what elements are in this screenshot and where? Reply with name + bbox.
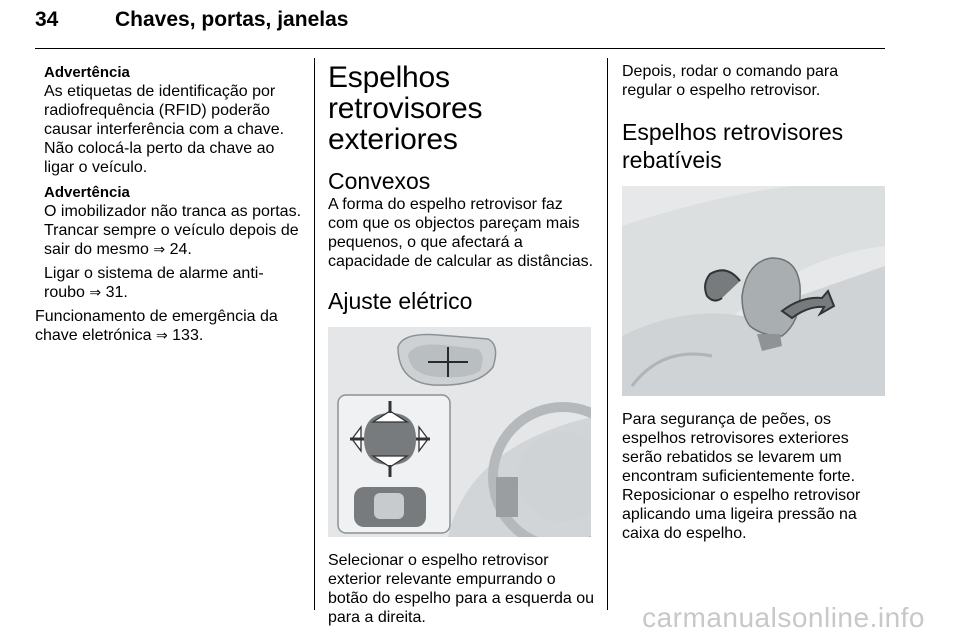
section-heading: Espelhos retrovisores exteriores [328, 61, 483, 156]
folding-mirror-illustration [622, 186, 885, 396]
body-text: Depois, rodar o comando para regular o espelho retrovisor. [622, 63, 839, 99]
subsection-heading: Convexos [328, 168, 431, 194]
warning-text: Ligar o sistema de alarme anti-roubo ⇒ 31. [44, 265, 264, 301]
warning-text: As etiquetas de identificação por radiofrequência (RFID) poderão causar interferência com a chave. Não colocá-la perto da chave ao ligar o veículo. [44, 83, 285, 176]
column-divider [607, 58, 608, 610]
cross-reference-arrow-icon: ⇒ [89, 284, 102, 300]
watermark: carmanualsonline.info [642, 602, 925, 633]
cross-reference[interactable]: 24. [169, 241, 192, 258]
folding-mirror-icon [622, 186, 885, 396]
warning-title: Advertência [44, 184, 130, 201]
mirror-switch-icon [328, 327, 591, 537]
cross-reference-arrow-icon: ⇒ [155, 327, 168, 343]
running-title: Chaves, portas, janelas [115, 8, 349, 31]
subsection-heading: Ajuste elétrico [328, 288, 473, 314]
column-divider [314, 58, 315, 610]
body-text: Para segurança de peões, os espelhos retrovisores exteriores serão rebatidos se levarem um encontram suficientemente forte. Reposicionar o espelho retrovisor aplicando uma ligeira pressão na caixa do espelho. [622, 411, 861, 542]
column-left [35, 62, 301, 345]
column-middle [328, 62, 594, 627]
cross-reference[interactable]: 133. [172, 327, 204, 344]
body-text: Selecionar o espelho retrovisor exterior relevante empurrando o botão do espelho para a esquerda ou para a direita. [328, 552, 594, 626]
cross-reference-arrow-icon: ⇒ [153, 241, 166, 257]
warning-text: O imobilizador não tranca as portas. Trancar sempre o veículo depois de sair do mesmo ⇒ 24. [44, 203, 302, 258]
subsection-heading: Espelhos retrovisores rebatíveis [622, 119, 844, 173]
column-right [622, 62, 888, 543]
page-number: 34 [35, 8, 59, 31]
body-text: Funcionamento de emergência da chave eletrónica ⇒ 133. [35, 308, 278, 344]
warning-title: Advertência [44, 64, 130, 81]
body-text: A forma do espelho retrovisor faz com que os objectos pareçam mais pequenos, o que afectará a capacidade de calcular as distâncias. [328, 196, 594, 270]
cross-reference[interactable]: 31. [105, 284, 128, 301]
mirror-adjust-illustration [328, 327, 591, 537]
page-header [35, 8, 885, 49]
